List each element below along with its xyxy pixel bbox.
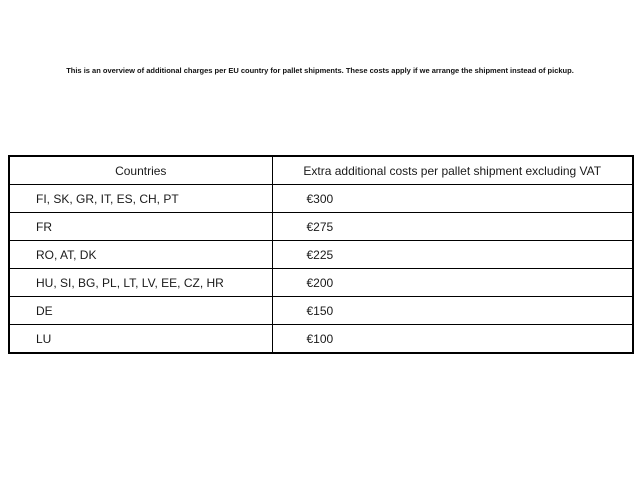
cost-cell: €100 bbox=[272, 325, 633, 354]
countries-cell: LU bbox=[9, 325, 272, 354]
countries-column-header: Countries bbox=[9, 156, 272, 185]
cost-cell: €150 bbox=[272, 297, 633, 325]
table-row bbox=[9, 325, 633, 354]
cost-cell: €200 bbox=[272, 269, 633, 297]
charges-table bbox=[8, 155, 634, 354]
cost-cell: €300 bbox=[272, 185, 633, 213]
cost-cell: €275 bbox=[272, 213, 633, 241]
countries-cell: DE bbox=[9, 297, 272, 325]
cost-cell: €225 bbox=[272, 241, 633, 269]
table-row bbox=[9, 185, 633, 213]
overview-note: This is an overview of additional charges per EU country for pallet shipments. These costs apply if we arrange the shipment instead of pickup. bbox=[66, 66, 574, 75]
table-row bbox=[9, 241, 633, 269]
table-row bbox=[9, 213, 633, 241]
countries-cell: RO, AT, DK bbox=[9, 241, 272, 269]
countries-cell: FI, SK, GR, IT, ES, CH, PT bbox=[9, 185, 272, 213]
header-row bbox=[9, 156, 633, 185]
countries-cell: FR bbox=[9, 213, 272, 241]
table-row bbox=[9, 297, 633, 325]
table-row bbox=[9, 269, 633, 297]
costs-column-header: Extra additional costs per pallet shipment excluding VAT bbox=[272, 156, 633, 185]
countries-cell: HU, SI, BG, PL, LT, LV, EE, CZ, HR bbox=[9, 269, 272, 297]
